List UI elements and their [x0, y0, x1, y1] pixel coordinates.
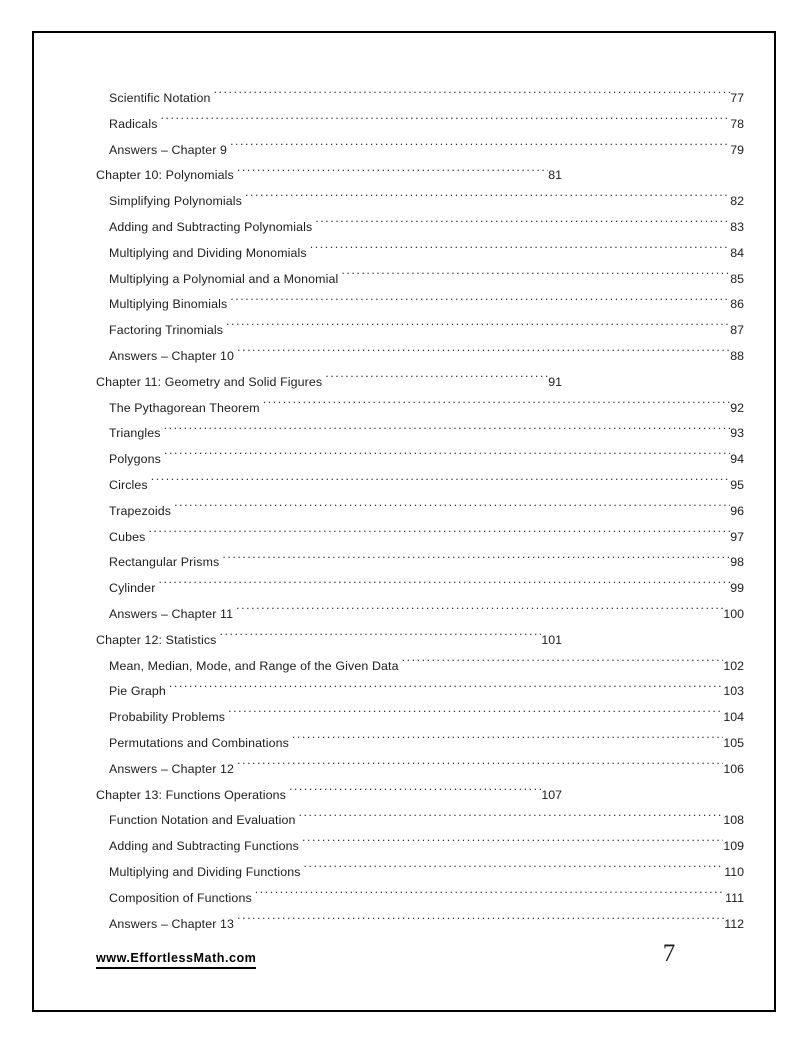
toc-leader	[109, 808, 744, 834]
toc-dot-leader	[230, 294, 730, 308]
toc-leader	[109, 860, 744, 886]
toc-dot-leader	[222, 552, 730, 566]
toc-entry-row[interactable]	[34, 757, 774, 783]
toc-entry-row[interactable]	[34, 344, 774, 370]
toc-page-number: 92	[730, 400, 744, 415]
toc-dot-leader	[304, 862, 725, 876]
toc-dot-leader	[292, 733, 723, 747]
site-url-link[interactable]: www.EffortlessMath.com	[96, 951, 256, 969]
toc-chapter-row[interactable]	[34, 163, 774, 189]
toc-page-number: 111	[725, 890, 744, 905]
toc-title: Chapter 11: Geometry and Solid Figures	[96, 374, 323, 389]
toc-entry-row[interactable]	[34, 808, 774, 834]
toc-page-number: 84	[730, 245, 744, 260]
toc-dot-leader	[255, 888, 725, 902]
toc-leader	[109, 421, 744, 447]
toc-dot-leader	[402, 656, 724, 670]
toc-entry-row[interactable]	[34, 86, 774, 112]
toc-leader	[109, 189, 744, 215]
toc-entry-row[interactable]	[34, 138, 774, 164]
toc-entry-row[interactable]	[34, 215, 774, 241]
toc-entry-row[interactable]	[34, 267, 774, 293]
toc-page-number: 88	[730, 348, 744, 363]
toc-page-number: 93	[730, 426, 744, 441]
toc-dot-leader	[164, 449, 730, 463]
toc-leader	[109, 447, 744, 473]
toc-page-number: 77	[730, 91, 744, 105]
toc-dot-leader	[325, 372, 548, 386]
toc-leader	[109, 86, 744, 112]
toc-page-number: 104	[723, 710, 744, 725]
toc-entry-row[interactable]	[34, 679, 774, 705]
toc-page-number: 83	[730, 219, 744, 234]
toc-leader	[96, 163, 562, 189]
toc-leader	[109, 215, 744, 241]
toc-dot-leader	[310, 243, 730, 257]
toc-leader	[109, 834, 744, 860]
toc-entry-row[interactable]	[34, 447, 774, 473]
toc-page-number: 103	[723, 684, 744, 699]
toc-leader	[109, 886, 744, 912]
toc-entry-row[interactable]	[34, 602, 774, 628]
toc-entry-row[interactable]	[34, 112, 774, 138]
toc-page-number: 106	[723, 761, 744, 776]
toc-dot-leader	[151, 475, 730, 489]
toc-page-number: 98	[730, 555, 744, 570]
toc-dot-leader	[174, 501, 730, 515]
toc-title: Radicals	[109, 116, 158, 131]
toc-title: Answers – Chapter 11	[109, 606, 234, 621]
toc-leader	[109, 112, 744, 138]
toc-page-number: 81	[548, 168, 562, 183]
toc-leader	[109, 705, 744, 731]
toc-title: Factoring Trinomials	[109, 323, 224, 338]
toc-leader	[109, 757, 744, 783]
toc-leader	[96, 628, 562, 654]
toc-page-number: 105	[723, 735, 744, 750]
toc-page-number: 86	[730, 297, 744, 312]
toc-title: Composition of Functions	[109, 890, 252, 905]
toc-title: Multiplying and Dividing Functions	[109, 864, 301, 879]
toc-entry-row[interactable]	[34, 705, 774, 731]
toc-title: Adding and Subtracting Polynomials	[109, 219, 313, 234]
toc-dot-leader	[148, 527, 730, 541]
toc-chapter-row[interactable]	[34, 783, 774, 809]
toc-dot-leader	[226, 320, 730, 334]
toc-title: Answers – Chapter 10	[109, 348, 235, 363]
toc-title: Simplifying Polynomials	[109, 194, 243, 209]
toc-dot-leader	[245, 191, 730, 205]
toc-title: Polygons	[109, 452, 161, 467]
toc-chapter-row[interactable]	[34, 628, 774, 654]
toc-entry-row[interactable]	[34, 318, 774, 344]
toc-entry-row[interactable]	[34, 834, 774, 860]
toc-leader	[109, 292, 744, 318]
toc-title: Answers – Chapter 12	[109, 761, 235, 776]
toc-leader	[109, 731, 744, 757]
toc-page-number: 96	[730, 503, 744, 518]
toc-title: Multiplying a Polynomial and a Monomial	[109, 271, 339, 286]
toc-entry-row[interactable]	[34, 860, 774, 886]
toc-title: Circles	[109, 477, 148, 492]
toc-title: Rectangular Prisms	[109, 555, 220, 570]
toc-page-number: 107	[541, 787, 562, 802]
toc-dot-leader	[302, 836, 723, 850]
toc-dot-leader	[263, 398, 730, 412]
toc-title: Permutations and Combinations	[109, 735, 289, 750]
toc-dot-leader	[341, 269, 730, 283]
toc-title: Pie Graph	[109, 684, 166, 699]
toc-page-number: 91	[548, 374, 562, 389]
toc-page-number: 112	[724, 916, 744, 931]
toc-page-number: 110	[724, 864, 744, 879]
toc-dot-leader	[237, 914, 724, 928]
toc-entry-row[interactable]	[34, 654, 774, 680]
toc-leader	[109, 499, 744, 525]
toc-page-number: 101	[541, 632, 562, 647]
document-page	[32, 31, 776, 1012]
toc-leader	[109, 525, 744, 551]
toc-leader	[109, 550, 744, 576]
toc-entry-row[interactable]	[34, 189, 774, 215]
toc-dot-leader	[237, 165, 548, 179]
toc-page-number: 79	[730, 142, 744, 157]
toc-entry-row[interactable]	[34, 396, 774, 422]
page-footer	[34, 932, 774, 1010]
toc-page-number: 99	[730, 581, 744, 596]
toc-entry-row[interactable]	[34, 473, 774, 499]
toc-title: Scientific Notation	[109, 91, 211, 105]
toc-dot-leader	[236, 604, 723, 618]
toc-dot-leader	[299, 810, 724, 824]
toc-dot-leader	[220, 630, 542, 644]
toc-title: Trapezoids	[109, 503, 172, 518]
toc-title: Chapter 12: Statistics	[96, 632, 217, 647]
toc-entry-row[interactable]	[34, 886, 774, 912]
toc-entry-row[interactable]	[34, 421, 774, 447]
toc-title: Triangles	[109, 426, 161, 441]
toc-dot-leader	[158, 578, 730, 592]
toc-title: Mean, Median, Mode, and Range of the Given Data	[109, 658, 399, 673]
toc-dot-leader	[161, 114, 731, 128]
toc-page-number: 87	[730, 323, 744, 338]
toc-leader	[109, 654, 744, 680]
toc-dot-leader	[169, 681, 723, 695]
toc-page-number: 85	[730, 271, 744, 286]
toc-entry-row[interactable]	[34, 550, 774, 576]
toc-dot-leader	[237, 759, 723, 773]
toc-dot-leader	[164, 423, 731, 437]
toc-entry-row[interactable]	[34, 292, 774, 318]
toc-leader	[109, 241, 744, 267]
toc-leader	[109, 318, 744, 344]
toc-title: Function Notation and Evaluation	[109, 813, 296, 828]
toc-leader	[109, 396, 744, 422]
toc-entry-row[interactable]	[34, 731, 774, 757]
toc-entry-row[interactable]	[34, 576, 774, 602]
toc-leader	[109, 602, 744, 628]
toc-entry-row[interactable]	[34, 525, 774, 551]
toc-title: Multiplying Binomials	[109, 297, 228, 312]
toc-chapter-row[interactable]	[34, 370, 774, 396]
toc-dot-leader	[237, 346, 730, 360]
page-number: 7	[662, 940, 676, 967]
toc-page-number: 94	[730, 452, 744, 467]
toc-leader	[109, 576, 744, 602]
toc-leader	[109, 138, 744, 164]
toc-page-number: 108	[723, 813, 744, 828]
toc-leader	[109, 267, 744, 293]
toc-page-number: 109	[723, 839, 744, 854]
toc-page-number: 100	[723, 606, 744, 621]
toc-leader	[109, 473, 744, 499]
toc-entry-row[interactable]	[34, 241, 774, 267]
toc-title: Multiplying and Dividing Monomials	[109, 245, 307, 260]
toc-page-number: 95	[730, 477, 744, 492]
toc-title: Cylinder	[109, 581, 156, 596]
toc-page-number: 82	[730, 194, 744, 209]
toc-leader	[109, 679, 744, 705]
toc-leader	[96, 783, 562, 809]
table-of-contents	[34, 33, 774, 937]
toc-title: Adding and Subtracting Functions	[109, 839, 299, 854]
toc-dot-leader	[228, 707, 723, 721]
toc-title: Answers – Chapter 9	[109, 142, 228, 157]
toc-dot-leader	[315, 217, 730, 231]
toc-title: Chapter 10: Polynomials	[96, 168, 234, 183]
toc-entry-row[interactable]	[34, 499, 774, 525]
toc-title: Probability Problems	[109, 710, 226, 725]
toc-leader	[109, 344, 744, 370]
toc-title: The Pythagorean Theorem	[109, 400, 260, 415]
toc-dot-leader	[289, 785, 541, 799]
toc-page-number: 97	[730, 529, 744, 544]
toc-dot-leader	[214, 88, 731, 102]
toc-title: Cubes	[109, 529, 146, 544]
toc-page-number: 102	[723, 658, 744, 673]
toc-leader	[96, 370, 562, 396]
toc-page-number: 78	[730, 116, 744, 131]
toc-title: Answers – Chapter 13	[109, 916, 235, 931]
toc-title: Chapter 13: Functions Operations	[96, 787, 286, 802]
toc-dot-leader	[230, 140, 730, 154]
